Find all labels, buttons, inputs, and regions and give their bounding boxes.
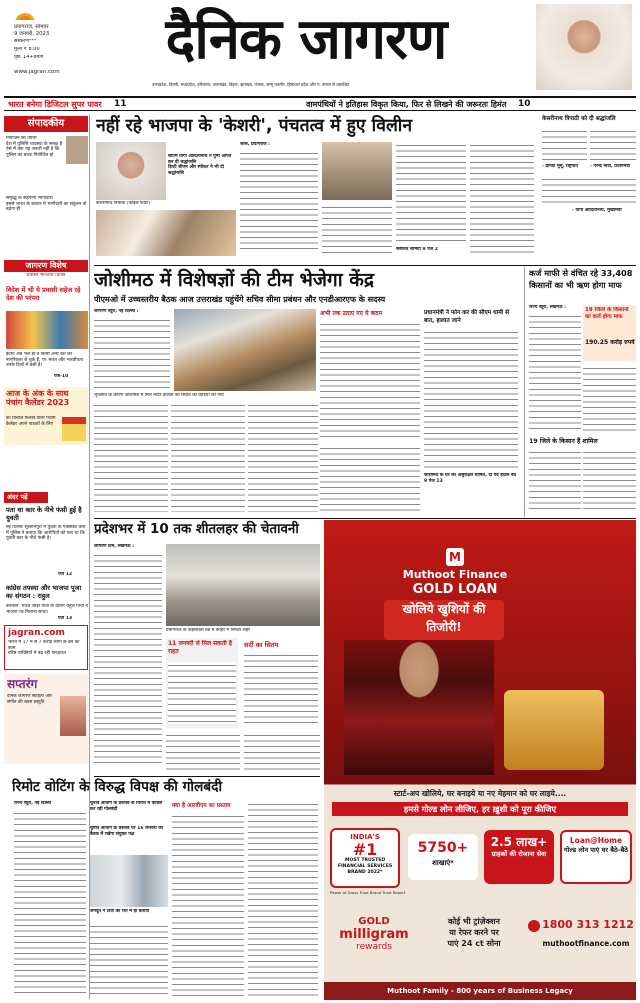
jagran-com-body: भारत में 17 में से 7 करोड़ लोगों के ब्रेन का काम वरिष्ठ व्यक्तियों में बढ़ रही याददाश्त [8, 640, 80, 657]
lead-body-col4 [470, 142, 534, 254]
lead-photo-caption: केशरीनाथ त्रिपाठी (फाइल फोटो) [96, 201, 151, 206]
remote-headline[interactable]: रिमोट वोटिंग के विरुद्ध विपक्ष की गोलबंदी [12, 779, 223, 795]
gold-chest-icon [504, 690, 604, 770]
joshimath-side-head[interactable]: अभी तक उठाए गए ये कदम [320, 310, 383, 317]
loan-home-title: Loan@Home [569, 836, 623, 845]
remote-bullet-1: चुनाव आयोग के प्रस्ताव के विरोध में कांग्रेस कर रही गोलबंदी [90, 801, 163, 812]
lead-body-col2 [322, 204, 392, 254]
edition-label: संस्करण*** [14, 39, 37, 44]
lead-related[interactable]: संबंधित सामग्री 9 पेज 2 [396, 247, 438, 252]
andar-label: अंदर पढ़ें [4, 492, 48, 503]
lead-bullets: सीएम योगी आदित्यनाथ ने पुष्प अर्पित कर दी श्रद्धांजलि डिप्टी सीएम और स्पीकर ने भी दी श्रद्धांजलि [168, 154, 232, 176]
branches-badge [408, 834, 478, 880]
tribute-author-3: - योगी आदित्यनाथ, मुख्यमंत्री [572, 208, 622, 213]
ad-fine-print: Power of Gross Trust Brand Trust Report [330, 890, 406, 895]
ad-footer: Muthoot Family - 800 years of Business Legacy [324, 982, 636, 1000]
karz-subhead[interactable]: 19 जिले के किसान हैं शामिल [529, 438, 598, 445]
karz-badge-text: 19 जिलों के किसानों का कर्ज होगा माफ [585, 307, 629, 320]
states-line: उत्तरप्रदेश, दिल्ली, मध्यप्रदेश, हरियाणा, उत्तराखंड, बिहार, झारखंड, पंजाब, जम्मू कश्मीर, हिमाचल प्रदेश और प. बंगाल से प्रकाशित [152, 82, 350, 87]
website-link[interactable]: www.jagran.com [14, 70, 60, 75]
joshimath-body-5 [320, 445, 420, 512]
funeral-photo [96, 210, 236, 256]
saptrang-title: सप्तरंग [7, 677, 38, 691]
cold-box-2-body [244, 652, 318, 724]
tribute-quote-2 [590, 128, 636, 162]
andar-1-headline[interactable]: पता था कार के नीचे फंसी हुई है युवती [6, 506, 82, 522]
andar-1-body: नई दिल्लीः सुल्तानपुरी में युवती के एक्सीडेंट केस में पुलिस ने बताया कि आरोपियों को पता था कि युवती कार के नीचे फंसी है। [6, 525, 86, 542]
joshimath-body-3 [171, 402, 245, 512]
andar-2-page[interactable]: पेज 13 [58, 616, 73, 621]
remote-body-3 [172, 813, 244, 996]
cold-box-2-head[interactable]: सर्दी का सितम [244, 641, 279, 649]
cold-photo-caption: प्रयागराज के कड़ाकाती ठंड में कोहरे में लिपटा शहर [166, 628, 250, 633]
divider-lead [94, 265, 636, 266]
vishesh-headline[interactable]: विदेश में भी ये प्रवासी सहेज रहे देश की परंपरा [6, 286, 81, 302]
joshimath-story [94, 267, 520, 517]
calendar-headline: आज के अंक के साथ पंचांग कैलेंडर 2023 [6, 389, 70, 407]
joshimath-subhead[interactable]: पीएमओ में उच्चस्तरीय बैठक आज उत्तराखंड पहुंचेंगे सचिव सीमा प्रबंधन और एनडीआरएफ के सदस्य [94, 295, 386, 304]
calendar-promo[interactable] [4, 387, 88, 445]
joshimath-body-1 [94, 317, 170, 391]
calendar-body: का विशाल फैलाव वाला पंचांग कैलेंडर अपने पाठकों के लिए [6, 416, 56, 427]
cold-box-1 [166, 638, 238, 728]
cold-box-2 [242, 638, 320, 728]
joshimath-body-2 [94, 402, 168, 512]
joshimath-side-body [320, 321, 420, 441]
cold-story [94, 520, 320, 775]
joshimath-side-head-2[interactable]: प्रधानमंत्री ने फोन कर की सीएम धामी से बात, हालात जाने [424, 310, 510, 324]
teaser-left-text[interactable]: भारत बनेगा डिजिटल सुपर पावर [8, 100, 102, 109]
saptrang-box[interactable] [4, 674, 88, 764]
ad-strap-1: स्टार्ट-अप खोलिये, घर बनाइये या नए मेहमान को घर लाइये.... [393, 789, 567, 798]
karz-body-1 [529, 313, 581, 433]
vishesh-photo [6, 311, 88, 349]
karz-dateline: राज्य ब्यूरो, लखनऊ : [529, 305, 567, 310]
jagran-com-box[interactable] [4, 625, 88, 670]
customers-count: 2.5 लाख+ [490, 835, 548, 849]
lead-headline[interactable]: नहीं रहे भाजपा के 'केशरी', पंचतत्व में हुए विलीन [96, 116, 413, 136]
remote-photo [90, 855, 168, 907]
vishesh-page[interactable]: पेज-10 [54, 374, 69, 379]
andar-2-body: करनाल: भारत जोड़ो यात्रा के दौरान राहुल गांधी ने भाजपा पर निशाना साधा। [6, 604, 88, 615]
muthoot-logo-icon: M [446, 548, 464, 566]
teaser-right-text[interactable]: वामपंथियों ने इतिहास विकृत किया, फिर से लिखने की जरूरतः हिमंत [306, 100, 507, 109]
saptrang-photo [60, 696, 86, 736]
cold-dateline: जागरण टीम, लखनऊ : [94, 544, 135, 549]
tribute-author-1: - द्रौपदी मुर्मू, राष्ट्रपति [542, 164, 578, 169]
editorial-photo [66, 136, 88, 164]
tribute-headline[interactable]: केसरीनाथ त्रिपाठी को दी श्रद्धांजलि [542, 116, 616, 122]
phone-icon [528, 920, 540, 932]
karz-headline[interactable]: कर्ज माफी से वंचित रहे 33,408 किसानों का भी ऋण होगा माफ [529, 268, 633, 290]
ad-strap-2: हमसे गोल्ड लोन लीजिए, हर ख़ुशी को पूरा कीजिए [332, 802, 628, 816]
divider-joshimath [94, 518, 636, 519]
vishesh-header [4, 260, 88, 282]
remote-body-1 [14, 810, 86, 996]
customers-badge [484, 830, 554, 884]
customers-label: ग्राहकों की रोजाना सेवा [491, 850, 547, 858]
joshimath-photo-caption: भूधंसाव के कारण जोशीमठ में मिले मंदिर हालात की स्थिति का वीडियो की गया [94, 393, 224, 398]
cold-body-3 [244, 732, 320, 770]
milligram-top: GOLD [358, 916, 390, 927]
karz-body-2 [583, 365, 636, 435]
karz-story [524, 267, 636, 517]
cold-box-1-body [168, 662, 236, 724]
tribute-box [542, 114, 636, 264]
joshimath-headline[interactable]: जोशीमठ में विशेषज्ञों की टीम भेजेगा केंद्र [94, 269, 374, 291]
muthoot-product: GOLD LOAN [412, 582, 498, 597]
calendar-thumbnail [62, 417, 86, 441]
joshimath-photo [174, 309, 316, 391]
trusted-top: INDIA'S [350, 833, 380, 841]
teaser-left-page: 11 [114, 99, 127, 109]
tribute-quote-3 [542, 176, 636, 206]
joshimath-continued[interactable]: जोशीमठ के घर को असुरक्षित घोषित, दो पर्दे होटल बंद 9 पेज 13 [424, 473, 517, 484]
trusted-label: MOST TRUSTED FINANCIAL SERVICES BRAND 2022* [337, 858, 393, 875]
karz-body-3 [529, 449, 581, 513]
cold-headline[interactable]: प्रदेशभर में 10 तक शीतलहर की चेतावनी [94, 522, 299, 537]
price-label: मूल्य ₹ 8.00 [14, 47, 40, 52]
cold-body-2 [166, 732, 240, 770]
karz-badge-amount: 190.25 करोड़ रुपये [585, 339, 635, 346]
masthead-photo [536, 4, 632, 90]
muthoot-ad[interactable] [324, 520, 636, 1000]
tribute-author-2: - नरेन्द्र मोदी, प्रधानमंत्री [590, 164, 630, 169]
andar-2-headline[interactable]: कांग्रेस तपस्या और भाजपा पूजा का संगठन : राहुल [6, 584, 82, 600]
teaser-right-page: 10 [518, 99, 531, 109]
remote-bullets [90, 801, 168, 851]
karz-badge [583, 305, 636, 361]
cold-body-1 [94, 552, 162, 768]
loan-home-badge [560, 830, 632, 884]
jagran-com-logo: jagran.com [8, 628, 65, 638]
saptrang-sub: दैनिक जागरण साहित्य और संगीत की खास प्रस्तुति [7, 694, 52, 705]
vishesh-body: इंदौरः अब भले ही वे किसी अन्य देश की नागरिकता ले चुके हैं, पर भारत और भारतीयता उनके दिलों में बसी है। [6, 352, 83, 369]
editorial-item-2[interactable]: समृद्धि के सहयोगी भागीदारी इससे भारत के बाजार में भागीदारी का संतुलन तो बढ़ेगा ही [6, 196, 87, 213]
lead-photo [96, 142, 166, 200]
andar-1-page[interactable]: पेज 12 [58, 572, 73, 577]
editorial-title: संपादकीय [4, 116, 88, 132]
milligram-word: milligram [339, 927, 409, 942]
remote-story [4, 777, 320, 999]
remote-bullet-2: चुनाव आयोग के प्रस्ताव पर 16 जनवरी की बैठक में रखेगा संयुक्त पक्ष [90, 826, 164, 837]
milligram-logo [332, 916, 416, 960]
lead-photo-2 [322, 142, 392, 200]
joshimath-body-4 [248, 402, 318, 512]
vishesh-title: जागरण विशेष [4, 260, 88, 272]
cold-photo [166, 544, 320, 626]
pages-label: पृष्ठ: 14+प्रयाग [14, 55, 44, 60]
editorial-item-1[interactable]: नियोजन की तैयारी देश में पुलिसि व्यवस्था के समक्ष हैं ऐसे में क्या यह जरूरी नहीं है कि पुलिस का बजट नियोजित हो [6, 136, 63, 158]
branches-label: शाखाएं* [432, 859, 454, 867]
city-date: प्रयागराज, सोमवर 9 जनवरी, 2023 [14, 24, 50, 37]
muthoot-tagline: खोलिये खुशियों की तिजोरी! [384, 600, 504, 640]
lead-body-col1 [240, 150, 318, 254]
teaser-banner [4, 96, 636, 111]
lead-dateline: जासं, प्रयागराज : [240, 142, 271, 147]
tribute-quote-1 [542, 128, 587, 162]
remote-photo-caption: जनदूत ने टीवी को रात में ही बताया [90, 909, 150, 914]
lead-story [94, 114, 538, 264]
milligram-sub: rewards [356, 942, 392, 952]
remote-body-4 [248, 801, 318, 996]
txn-offer: कोई भी ट्रांज़ेक्शन या रेफर करने पर पाएं 24 ct सोना [447, 917, 501, 948]
ad-phone[interactable]: 1800 313 1212 [542, 918, 634, 931]
masthead [0, 0, 640, 95]
trusted-badge [330, 828, 400, 888]
branches-count: 5750+ [417, 840, 469, 856]
karz-body-4 [583, 449, 636, 513]
remote-question[interactable]: क्या है आरवीएम का प्रस्ताव [172, 803, 231, 809]
trusted-number: #1 [352, 840, 378, 859]
lead-body-col3 [396, 142, 466, 246]
joshimath-side-body-2 [424, 329, 518, 469]
joshimath-dateline: जागरण ब्यूरो, नई दिल्ली : [94, 309, 139, 314]
jagran-logo-icon [14, 8, 36, 20]
loan-home-sub: गोल्ड लोन पाएं घर बैठे-बैठे [564, 846, 628, 854]
vishesh-subtitle: प्रवासी भारतीय दिवस [26, 273, 66, 278]
ambassador-photo [344, 640, 494, 775]
remote-body-2 [90, 923, 168, 996]
ad-website[interactable]: muthootfinance.com [542, 939, 630, 948]
remote-dateline: राज्य ब्यूरो, नई दिल्ली [14, 801, 51, 806]
muthoot-brand: Muthoot Finance [402, 568, 508, 581]
cold-box-1-head[interactable]: 11 जनवरी से मिल सकती है राहत [168, 640, 233, 655]
newspaper-title: दैनिक जागरण [165, 6, 447, 72]
